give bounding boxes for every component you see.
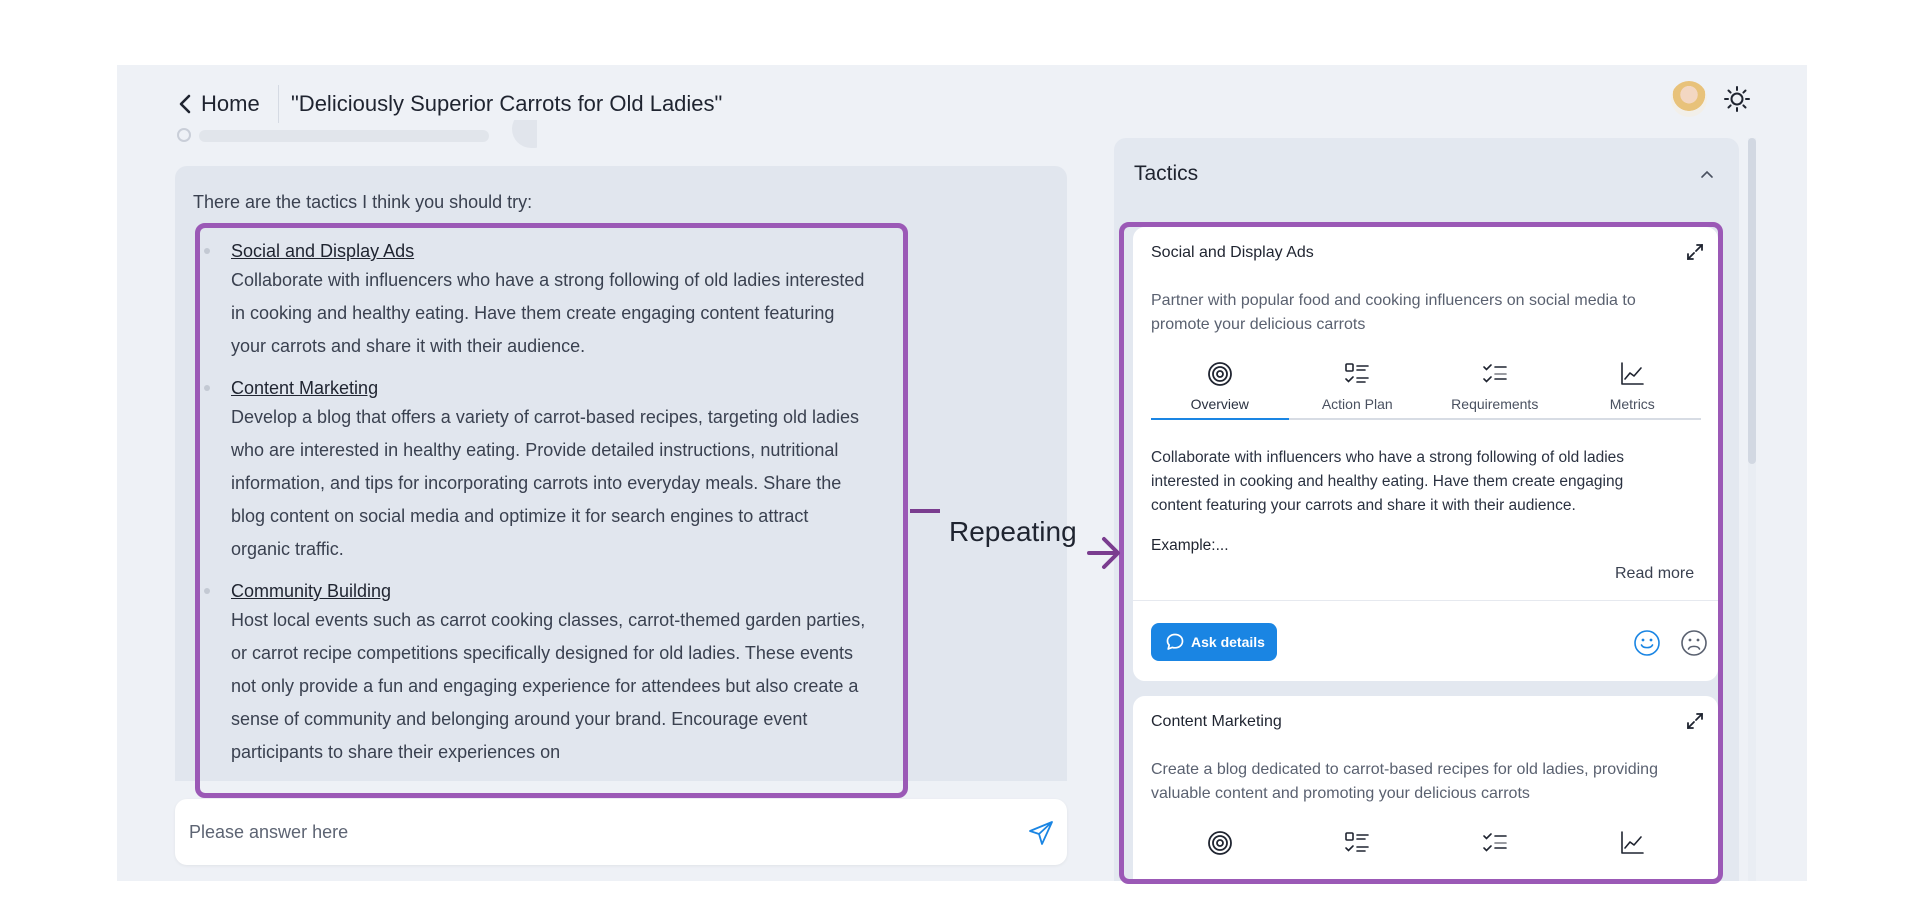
annotation-label: Repeating <box>949 516 1077 547</box>
card-title: Content Marketing <box>1151 713 1282 730</box>
panel-scrollbar-thumb[interactable] <box>1748 138 1756 464</box>
tactic-description: Host local events such as carrot cooking classes, carrot-themed garden parties, or carrot recipe competitions specifically designed for old ladies. These events not only provide a fun and engaging experience for attendees but also create a sense of community and belonging around your brand. Encourage event participants to share their experiences on <box>231 610 866 762</box>
answer-box <box>175 799 1067 865</box>
message-status-icon <box>177 128 191 142</box>
chevron-up-icon[interactable] <box>1699 168 1715 180</box>
tab-label: Overview <box>1190 396 1249 412</box>
user-avatar[interactable] <box>1671 81 1707 117</box>
tactic-description: Collaborate with influencers who have a strong following of old ladies interested in cooking and healthy eating. Have them create engaging content featuring your carrots and share it with their audience. <box>231 270 865 356</box>
highlight-box-chat-list <box>195 223 908 798</box>
highlight-box-tactic-cards <box>1119 222 1723 884</box>
paper-plane-icon[interactable] <box>1027 819 1055 847</box>
reaction-pill[interactable] <box>512 120 537 148</box>
tactic-link[interactable]: Community Building <box>231 581 392 601</box>
back-label: Home <box>201 91 260 116</box>
cropped-text <box>199 130 489 142</box>
chevron-left-icon <box>179 94 191 114</box>
conversation-title: "Deliciously Superior Carrots for Old Ladies" <box>291 91 723 116</box>
arrow-right-icon <box>1086 533 1122 573</box>
tactic-link[interactable]: Content Marketing <box>231 378 379 398</box>
previous-message-cropped <box>177 120 537 150</box>
card-body: Collaborate with influencers who have a strong following of old ladies interested in cooking and healthy eating. Have them create engaging content featuring your carrots and share it with their audience. <box>1151 449 1625 514</box>
card-title: Social and Display Ads <box>1151 244 1314 261</box>
tactic-description: Develop a blog that offers a variety of carrot-based recipes, targeting old ladies who are interested in healthy eating. Provide detailed instructions, nutritional information, and tips for incorporating carrots into everyday meals. Share the blog content on social media and optimize it for search engines to attract organic traffic. <box>231 407 860 559</box>
annotation-connector <box>910 509 940 513</box>
back-home-button[interactable] <box>179 89 260 119</box>
tab-label: Requirements <box>1451 396 1539 412</box>
card-example: Example:... <box>1151 537 1229 554</box>
panel-title: Tactics <box>1134 162 1199 185</box>
card-subtitle: Partner with popular food and cooking influencers on social media to promote your delicious carrots <box>1151 292 1636 333</box>
tactic-link[interactable]: Social and Display Ads <box>231 241 415 261</box>
header-divider <box>278 85 279 123</box>
read-more-link[interactable]: Read more <box>1615 565 1695 582</box>
message-intro: There are the tactics I think you should try: <box>193 192 533 212</box>
answer-input[interactable] <box>189 816 989 848</box>
ask-details-label: Ask details <box>1191 634 1265 650</box>
sun-icon[interactable] <box>1723 85 1751 113</box>
tab-label: Action Plan <box>1321 396 1393 412</box>
card-subtitle: Create a blog dedicated to carrot-based recipes for old ladies, providing valuable content and promoting your delicious carrots <box>1151 761 1658 802</box>
tab-label: Metrics <box>1609 396 1655 412</box>
